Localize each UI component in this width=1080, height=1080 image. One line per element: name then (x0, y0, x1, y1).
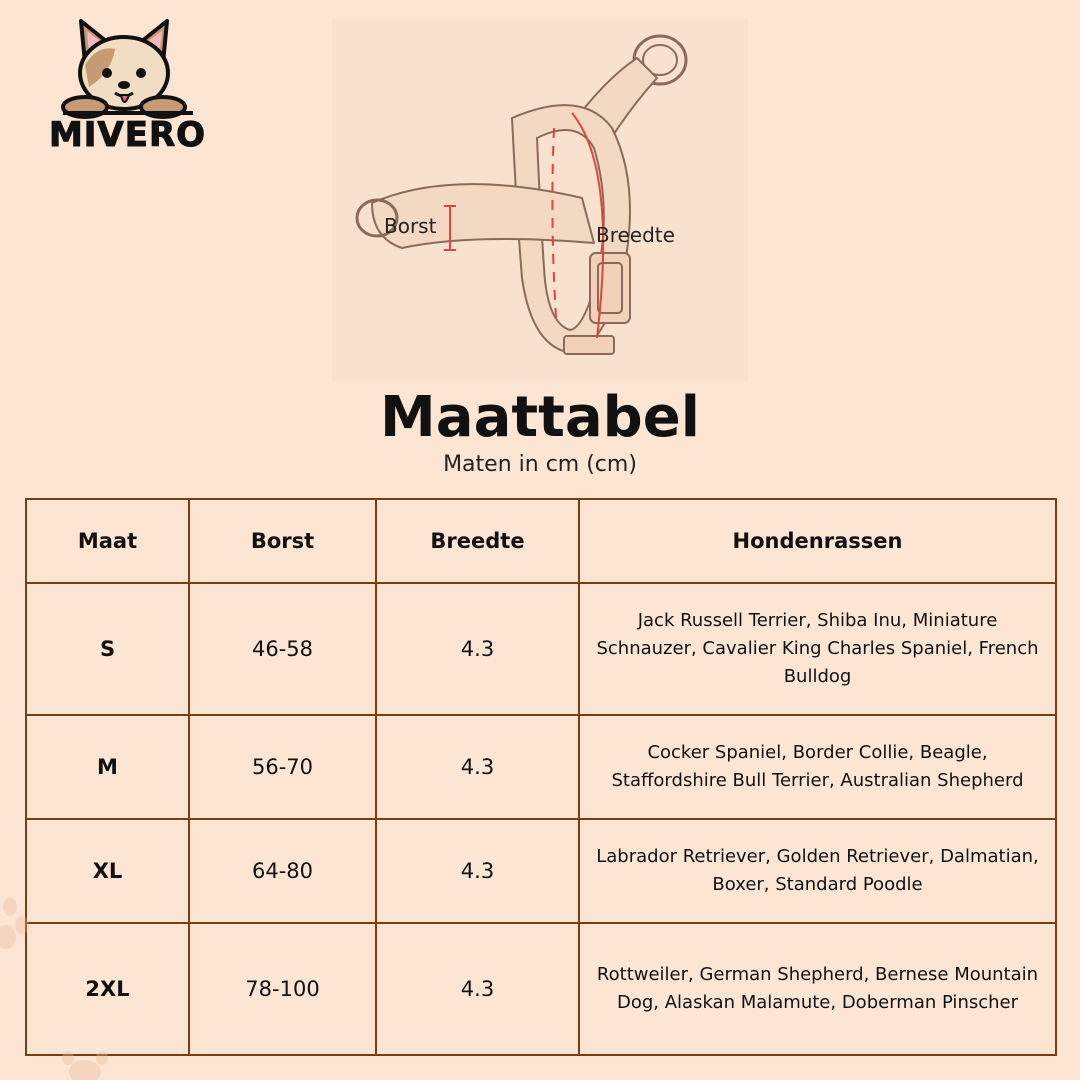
table-header-row (26, 499, 1056, 583)
cell-breeds: Jack Russell Terrier, Shiba Inu, Miniature Schnauzer, Cavalier King Charles Spaniel, French Bulldog (579, 583, 1056, 715)
table-row (26, 819, 1056, 923)
table-row (26, 923, 1056, 1055)
cell-breeds: Rottweiler, German Shepherd, Bernese Mountain Dog, Alaskan Malamute, Doberman Pinscher (579, 923, 1056, 1055)
harness-diagram (332, 18, 748, 382)
cell-size: XL (26, 819, 189, 923)
header-width: Breedte (376, 499, 579, 583)
cell-breeds: Cocker Spaniel, Border Collie, Beagle, Staffordshire Bull Terrier, Australian Shepherd (579, 715, 1056, 819)
width-label: Breedte (596, 223, 675, 247)
cell-chest: 64-80 (189, 819, 376, 923)
page-subtitle: Maten in cm (cm) (443, 452, 637, 477)
brand-logo (45, 15, 215, 155)
header-chest: Borst (189, 499, 376, 583)
paw-print-icon (0, 895, 30, 955)
cell-width: 4.3 (376, 819, 579, 923)
table-row (26, 583, 1056, 715)
header-breeds: Hondenrassen (579, 499, 1056, 583)
cell-size: M (26, 715, 189, 819)
size-table (25, 498, 1057, 1056)
table-row (26, 715, 1056, 819)
cell-size: S (26, 583, 189, 715)
chest-label: Borst (384, 214, 437, 238)
cell-width: 4.3 (376, 923, 579, 1055)
cell-chest: 46-58 (189, 583, 376, 715)
paw-print-icon (60, 1050, 110, 1080)
cell-width: 4.3 (376, 715, 579, 819)
cell-width: 4.3 (376, 583, 579, 715)
page-title: Maattabel (380, 385, 700, 450)
cell-breeds: Labrador Retriever, Golden Retriever, Dalmatian, Boxer, Standard Poodle (579, 819, 1056, 923)
dog-icon (45, 15, 215, 120)
cell-size: 2XL (26, 923, 189, 1055)
header-size: Maat (26, 499, 189, 583)
cell-chest: 56-70 (189, 715, 376, 819)
brand-name: MIVERO (48, 115, 207, 155)
cell-chest: 78-100 (189, 923, 376, 1055)
